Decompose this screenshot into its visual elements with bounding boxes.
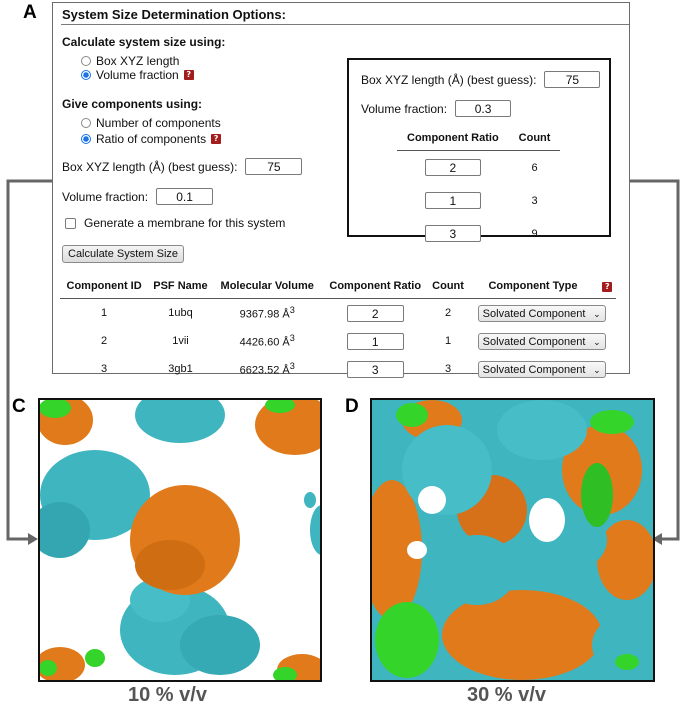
membrane-checkbox[interactable]	[65, 218, 76, 229]
col-header-count: Count	[429, 274, 468, 299]
title-divider	[61, 24, 629, 25]
volume-value: 9367.98 Å	[239, 308, 290, 321]
select-value: Solvated Component	[482, 363, 586, 376]
col-header-type	[467, 274, 598, 299]
ratio-input[interactable]: 3	[425, 225, 481, 242]
cell-ratio	[322, 355, 429, 383]
b-box-length-label: Box XYZ length (Å) (best guess):	[361, 72, 537, 87]
chevron-down-icon: ⌄	[593, 364, 601, 375]
col-header-ratio: Component Ratio	[397, 126, 509, 151]
volume-fraction-example-panel	[347, 58, 611, 241]
radio-label: Number of components	[96, 116, 221, 130]
col-header-psf: PSF Name	[148, 274, 213, 299]
simulation-box-10pct	[38, 398, 322, 682]
col-header-count: Count	[509, 126, 561, 151]
ratio-input[interactable]: 2	[425, 159, 481, 176]
table-row	[60, 355, 616, 383]
table-row	[397, 217, 560, 250]
simulation-box-30pct	[370, 398, 655, 682]
cell-ratio	[322, 299, 429, 328]
panel-label-c: C	[12, 396, 26, 417]
cell-ratio	[397, 217, 509, 250]
molecule-render-10pct	[40, 400, 322, 682]
radio-button[interactable]	[81, 118, 91, 128]
help-icon[interactable]: ?	[602, 282, 612, 292]
cell-type	[467, 355, 616, 383]
b-volume-fraction-input[interactable]: 0.3	[455, 100, 511, 117]
b-box-length-row	[361, 71, 600, 88]
cell-count: 2	[445, 307, 452, 319]
volume-value: 4426.60 Å	[239, 336, 290, 349]
panel-label-a: A	[23, 2, 37, 23]
component-type-select[interactable]	[478, 333, 606, 350]
chevron-down-icon: ⌄	[593, 308, 601, 319]
cell-count: 3	[445, 363, 452, 375]
membrane-label: Generate a membrane for this system	[84, 216, 286, 230]
component-table	[60, 274, 616, 383]
radio-button-selected[interactable]	[81, 134, 91, 144]
cell-count: 6	[531, 161, 538, 174]
volume-fraction-row	[62, 188, 213, 205]
cell-id: 2	[101, 335, 108, 347]
volume-fraction-label: Volume fraction:	[62, 189, 149, 204]
cell-volume	[213, 327, 322, 355]
col-header-type-label: Component Type	[488, 280, 578, 292]
radio-label: Ratio of components	[96, 132, 207, 146]
table-header-row	[397, 126, 560, 151]
select-value: Solvated Component	[482, 307, 586, 320]
box-length-input[interactable]: 75	[245, 158, 302, 175]
select-value: Solvated Component	[482, 335, 586, 348]
table-row	[60, 299, 616, 328]
cell-type	[467, 327, 616, 355]
b-component-table	[397, 126, 560, 250]
ratio-input[interactable]: 1	[347, 333, 404, 350]
radio-label: Volume fraction	[96, 68, 179, 82]
cell-ratio	[322, 327, 429, 355]
radio-volume-fraction[interactable]	[81, 68, 194, 82]
table-row	[397, 184, 560, 217]
table-row	[397, 151, 560, 185]
table-row	[60, 327, 616, 355]
cell-id: 3	[101, 363, 108, 375]
radio-number-components[interactable]	[81, 116, 221, 130]
cell-count: 1	[445, 335, 452, 347]
cell-volume	[213, 299, 322, 328]
b-box-length-input[interactable]: 75	[544, 71, 600, 88]
volume-exponent: 3	[289, 361, 295, 372]
radio-box-xyz[interactable]	[81, 54, 179, 68]
cell-type	[467, 299, 616, 328]
calc-heading: Calculate system size using:	[62, 35, 226, 49]
volume-exponent: 3	[289, 333, 295, 344]
give-heading: Give components using:	[62, 97, 203, 111]
cell-count: 3	[531, 194, 538, 207]
help-icon[interactable]: ?	[211, 134, 221, 144]
box-length-row	[62, 158, 302, 175]
col-header-help	[599, 274, 616, 299]
cell-volume	[213, 355, 322, 383]
volume-exponent: 3	[289, 305, 295, 316]
cell-ratio	[397, 151, 509, 185]
component-type-select[interactable]	[478, 361, 606, 378]
b-volume-fraction-row	[361, 100, 511, 117]
b-volume-fraction-label: Volume fraction:	[361, 101, 448, 116]
ratio-input[interactable]: 2	[347, 305, 404, 322]
help-icon[interactable]: ?	[184, 70, 194, 80]
ratio-input[interactable]: 3	[347, 361, 404, 378]
cell-id: 1	[101, 307, 108, 319]
cell-count: 9	[531, 227, 538, 240]
ratio-input[interactable]: 1	[425, 192, 481, 209]
volume-fraction-input[interactable]: 0.1	[156, 188, 213, 205]
col-header-volume: Molecular Volume	[213, 274, 322, 299]
component-type-select[interactable]	[478, 305, 606, 322]
calculate-system-size-button[interactable]: Calculate System Size	[62, 245, 184, 263]
radio-label: Box XYZ length	[96, 54, 180, 68]
cell-psf: 3gb1	[168, 363, 193, 375]
radio-button-selected[interactable]	[81, 70, 91, 80]
radio-ratio-components[interactable]	[81, 132, 221, 146]
col-header-ratio: Component Ratio	[322, 274, 429, 299]
caption-10pct: 10 % v/v	[128, 684, 207, 706]
chevron-down-icon: ⌄	[593, 336, 601, 347]
molecule-render-30pct	[372, 400, 655, 682]
panel-title: System Size Determination Options:	[62, 7, 286, 22]
box-length-label: Box XYZ length (Å) (best guess):	[62, 159, 238, 174]
cell-psf: 1ubq	[168, 307, 193, 319]
membrane-row[interactable]	[65, 216, 285, 230]
table-header-row	[60, 274, 616, 299]
caption-30pct: 30 % v/v	[467, 684, 546, 706]
volume-value: 6623.52 Å	[239, 364, 290, 377]
radio-button[interactable]	[81, 56, 91, 66]
cell-psf: 1vii	[172, 335, 189, 347]
panel-label-d: D	[345, 396, 359, 417]
col-header-id: Component ID	[60, 274, 148, 299]
cell-ratio	[397, 184, 509, 217]
